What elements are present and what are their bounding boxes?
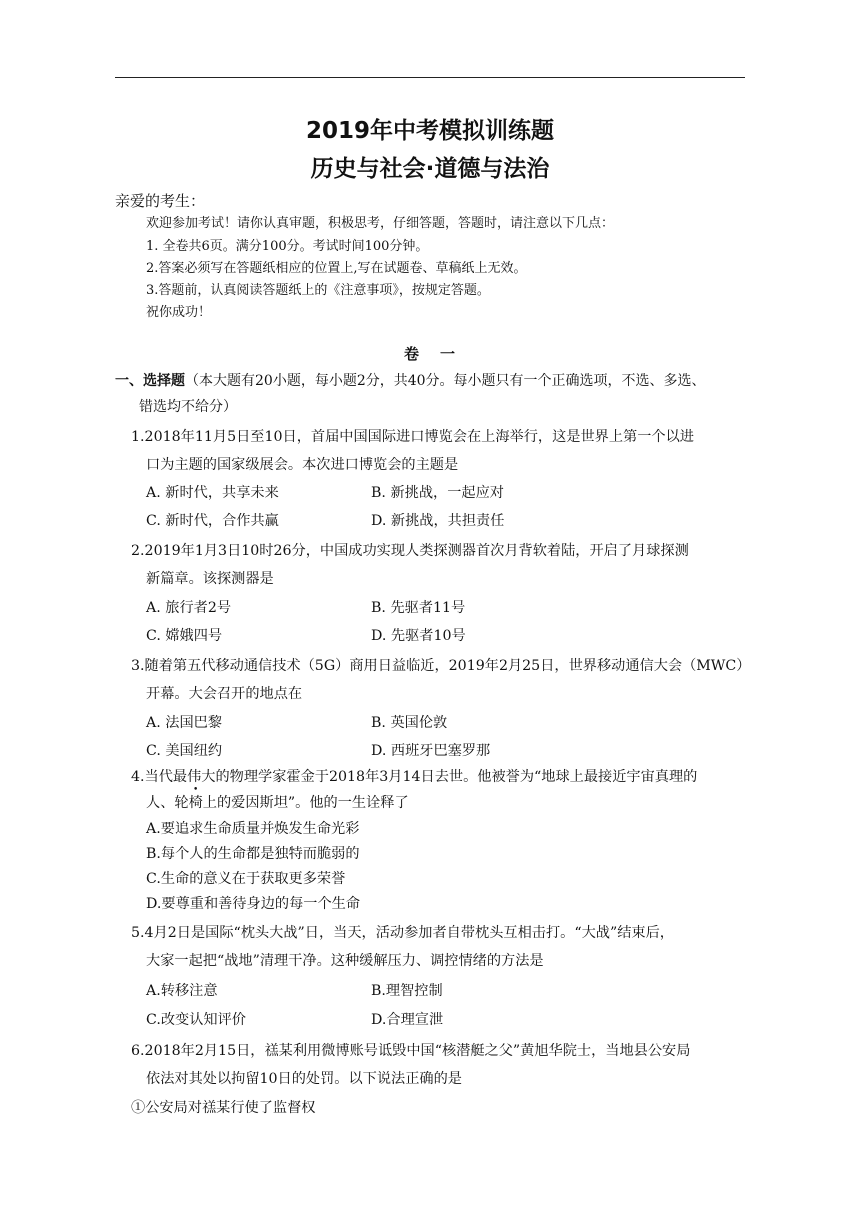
option-b: B. 先驱者11号 bbox=[371, 600, 466, 616]
question-stem-cont: 口为主题的国家级展会。本次进口博览会的主题是 bbox=[146, 457, 459, 473]
exam-title: 2019年中考模拟训练题 bbox=[305, 118, 554, 144]
question-stem-cont bbox=[146, 792, 409, 812]
part-description: （本大题有20小题，每小题2分，共40分。每小题只有一个正确选项，不选、多选、 bbox=[185, 373, 706, 389]
option-d: D.要尊重和善待身边的每一个生命 bbox=[146, 896, 361, 912]
part-heading: 一、选择题 bbox=[115, 373, 185, 389]
instruction-line: 祝你成功！ bbox=[146, 305, 212, 320]
option-b: B. 英国伦敦 bbox=[371, 715, 448, 731]
volume-label-b: 一 bbox=[440, 345, 457, 363]
option-a: A. 法国巴黎 bbox=[146, 715, 223, 731]
option-b: B. 新挑战，一起应对 bbox=[371, 485, 504, 501]
question-stem: 6.2018年2月15日，禚某利用微博账号诋毁中国“核潜艇之父”黄旭华院士，当地县公安局 bbox=[131, 1043, 691, 1059]
instruction-line: 2.答案必须写在答题纸相应的位置上,写在试题卷、草稿纸上无效。 bbox=[146, 261, 527, 276]
question-stem-cont: 依法对其处以拘留10日的处罚。以下说法正确的是 bbox=[146, 1071, 462, 1087]
part-one-instructions bbox=[115, 368, 755, 420]
emphasized-text: 轮椅上 bbox=[174, 795, 217, 811]
question-stem-cont: 大家一起把“战地”清理干净。这种缓解压力、调控情绪的方法是 bbox=[146, 953, 544, 969]
volume-heading bbox=[0, 343, 860, 364]
volume-label-a: 卷 bbox=[403, 345, 420, 363]
option-a: A. 旅行者2号 bbox=[146, 600, 232, 616]
option-a: A.转移注意 bbox=[146, 983, 218, 999]
stem-part: 的爱因斯坦”。他的一生诠释了 bbox=[216, 795, 409, 811]
instruction-line: 1. 全卷共6页。满分100分。考试时间100分钟。 bbox=[146, 239, 429, 254]
question-stem: 1.2018年11月5日至10日，首届中国国际进口博览会在上海举行，这是世界上第一个以进 bbox=[131, 429, 694, 445]
question-stem: 3.随着第五代移动通信技术（5G）商用日益临近，2019年2月25日，世界移动通信大会（MWC） bbox=[131, 658, 751, 674]
part-description-cont: 错选均不给分） bbox=[139, 399, 237, 415]
instruction-line: 3.答题前，认真阅读答题纸上的《注意事项》，按规定答题。 bbox=[146, 283, 490, 298]
option-a: A.要追求生命质量并焕发生命光彩 bbox=[146, 821, 360, 837]
stem-part: 人、 bbox=[146, 795, 175, 811]
option-c: C. 嫦娥四号 bbox=[146, 628, 223, 644]
option-b: B.理智控制 bbox=[371, 983, 443, 999]
exam-subtitle: 历史与社会·道德与法治 bbox=[310, 156, 550, 182]
instruction-line: 欢迎参加考试！请你认真审题，积极思考，仔细答题，答题时，请注意以下几点： bbox=[146, 216, 615, 231]
question-stem: 2.2019年1月3日10时26分，中国成功实现人类探测器首次月背软着陆，开启了月球探测 bbox=[131, 543, 689, 559]
option-c: C. 美国纽约 bbox=[146, 743, 223, 759]
header-rule bbox=[115, 77, 745, 78]
question-stem: 5.4月2日是国际“枕头大战”日，当天，活动参加者自带枕头互相击打。“大战”结束后， bbox=[131, 925, 674, 941]
statement-item: ①公安局对禚某行使了监督权 bbox=[131, 1100, 316, 1116]
option-d: D.合理宣泄 bbox=[371, 1012, 444, 1028]
question-stem-cont: 开幕。大会召开的地点在 bbox=[146, 686, 303, 702]
option-c: C.改变认知评价 bbox=[146, 1012, 246, 1028]
question-stem: 4.当代最伟大的物理学家霍金于2018年3月14日去世。他被誉为“地球上最接近宇宙真理的 bbox=[131, 769, 698, 785]
option-d: D. 先驱者10号 bbox=[371, 628, 466, 644]
question-stem-cont: 新篇章。该探测器是 bbox=[146, 571, 274, 587]
option-c: C. 新时代，合作共赢 bbox=[146, 513, 279, 529]
option-c: C.生命的意义在于获取更多荣誉 bbox=[146, 871, 346, 887]
greeting: 亲爱的考生： bbox=[115, 192, 206, 210]
option-d: D. 西班牙巴塞罗那 bbox=[371, 743, 491, 759]
option-a: A. 新时代，共享未来 bbox=[146, 485, 279, 501]
option-d: D. 新挑战，共担责任 bbox=[371, 513, 505, 529]
option-b: B.每个人的生命都是独特而脆弱的 bbox=[146, 846, 360, 862]
